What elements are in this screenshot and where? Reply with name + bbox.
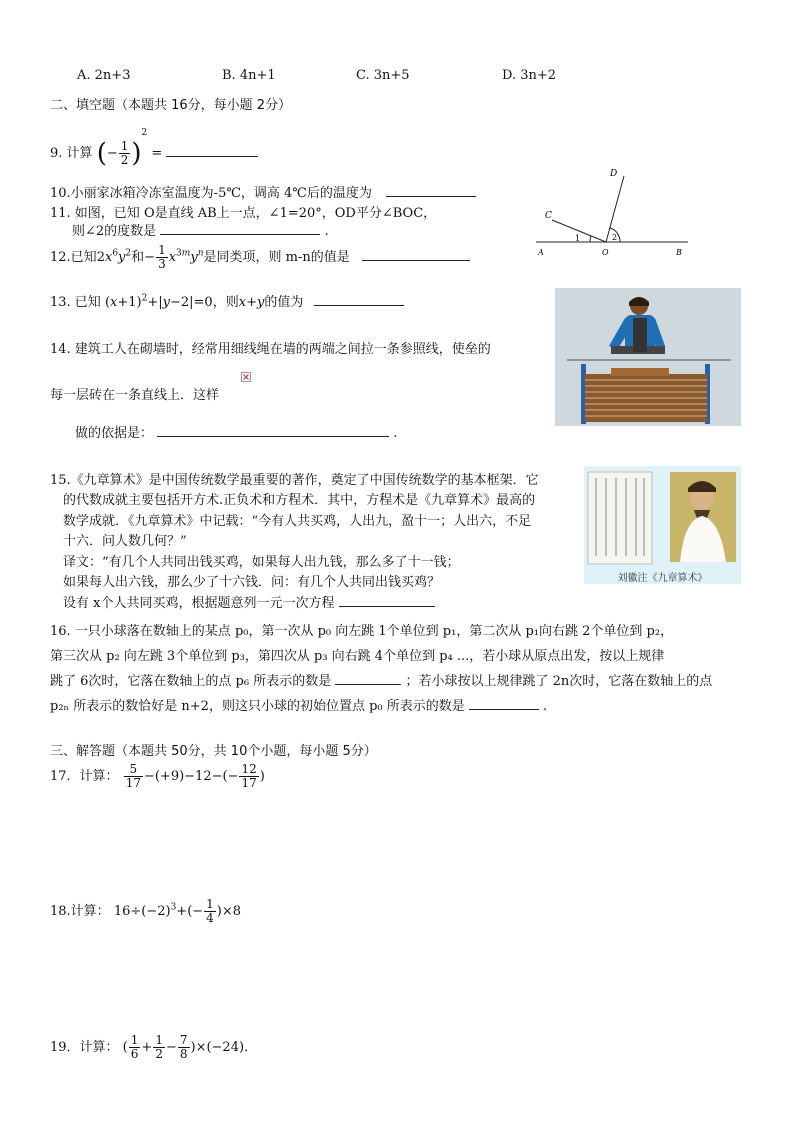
q15-line5: 译文：“有几个人共同出钱买鸡，如果每人出九钱，那么多了十一钱； [63,555,460,570]
q12-and: 和 [131,250,145,265]
q15-answer-blank[interactable] [339,593,435,607]
q14-line3 [75,422,397,441]
q13-tail: 的值为 [264,295,304,310]
q16-answer-blank-1[interactable] [335,671,401,685]
q18: 18.计算： $16\div(-2)^3+(-$ $\frac{1}{4}$ )×8 [50,897,242,925]
q9: 9. 计算 (− $\frac{1}{2}$ )$^2$ = [50,128,258,167]
q15-line1: 15.《九章算术》是中国传统数学最重要的著作，奠定了中国传统数学的基本框架．它 [50,473,539,488]
q10-answer-blank[interactable] [386,183,476,197]
q15-line6: 如果每人出六钱，那么少了十六钱．问：有几个人共同出钱买鸡？ [63,575,441,590]
q12: 12.已知$2x^6y^2$和− $\frac{1}{3}$ $x^{3m}y^n$是同类项，则 m-n的值是 [50,244,470,271]
q16-answer-blank-2[interactable] [469,696,539,710]
section2-title: 二、填空题（本题共 16分，每小题 2分） [50,98,292,113]
q19-prefix: 19．计算： [50,1040,119,1055]
q12-answer-blank[interactable] [362,247,470,261]
q16-line2: 第三次从 p₂ 向左跳 3个单位到 p₃，第四次从 p₃ 向右跳 4个单位到 p₄ ...，若小球从原点出发，按以上规律 [50,649,665,664]
q16-line3a: 跳了 6次时，它落在数轴上的点 p₆ 所表示的数是 [50,674,332,689]
q13-prefix: 13. 已知 [50,295,101,310]
q9-equals: = [151,146,163,161]
q14-line3-text: 做的依据是： [75,426,154,441]
q11-line2 [72,220,329,239]
q15-line7 [63,592,435,611]
label-o: O [602,248,609,257]
q11-line1: 11. 如图，已知 O是直线 AB上一点，∠1=20°，OD平分∠BOC， [50,206,437,221]
q8-option-d: D. 3n+2 [502,68,557,83]
q16-line4a: p₂ₙ 所表示的数恰好是 n+2，则这只小球的初始位置点 p₀ 所表示的数是 [50,699,465,714]
q15-image [584,466,741,584]
q8-option-a: A. 2n+3 [77,68,131,83]
q14-broken-image-icon [241,372,251,382]
q14-end: . [393,426,398,441]
q14-line1: 14. 建筑工人在砌墙时，经常用细线绳在墙的两端之间拉一条参照线，使垒的 [50,342,491,357]
q11-angle-figure [530,162,695,262]
q11-answer-blank[interactable] [160,221,320,235]
q17: 17．计算： $\frac{5}{17}$ −(+9)−12−(− $\frac{12}{17}$ ) [50,762,265,790]
q14-line2-text: 每一层砖在一条直线上．这样 [50,388,220,403]
q13: 13. 已知 $(x+1)^2+|y-2|=0$，则x+y的值为 [50,291,404,310]
q9-label: 9. 计算 [50,146,93,161]
section3-title: 三、解答题（本题共 50分，共 10个小题，每小题 5分） [50,744,377,759]
q16-line3b: ；若小球按以上规律跳了 2n次时，它落在数轴上的点 [405,674,713,689]
q16-line1: 16. 一只小球落在数轴上的某点 p₀，第一次从 p₀ 向左跳 1个单位到 p₁，第二次从 p₁向右跳 2个单位到 p₂， [50,624,674,639]
q12-mid: 是同类项，则 m-n的值是 [203,250,350,265]
label-1: 1 [575,234,581,243]
q15-line7-text: 设有 x个人共同买鸡，根据题意列一元一次方程 [63,596,335,611]
q13-answer-blank[interactable] [314,292,404,306]
q17-prefix: 17．计算： [50,769,119,784]
q12-prefix: 12.已知 [50,250,97,265]
q9-answer-blank[interactable] [166,143,258,157]
q15-line3: 数学成就．《九章算术》中记载：“今有人共买鸡，人出九，盈十一；人出六，不足 [63,514,532,529]
q10 [50,182,476,201]
label-a: A [538,248,544,257]
label-c: C [545,211,552,221]
q11-line2-text: 则∠2的度数是 [72,224,157,239]
q16-line3 [50,670,712,689]
label-2: 2 [612,233,618,242]
q18-prefix: 18.计算： [50,904,110,919]
q16-end: . [543,699,548,714]
q15-image-caption: 刘徽注《九章算术》 [617,573,708,584]
q13-suffix: ，则 [212,295,239,310]
label-b: B [676,248,682,257]
q14-answer-blank[interactable] [157,423,389,437]
angle-1-arc [590,236,591,242]
q8-option-c: C. 3n+5 [356,68,410,83]
q10-text: 10.小丽家冰箱冷冻室温度为-5℃，调高 4℃后的温度为 [50,186,372,201]
label-d: D [610,169,618,179]
q8-option-b: B. 4n+1 [222,68,276,83]
q15-line2: 的代数成就主要包括开方术.正负术和方程术．其中，方程术是《九章算术》最高的 [63,493,536,508]
q15-line4: 十六．问人数几何？” [63,534,187,549]
q11-end: . [324,224,329,239]
q14-bricklayer-image [555,288,741,426]
book-pages-graphic [584,466,741,566]
q16-line4 [50,695,547,714]
q14-line2 [50,384,219,403]
q19: 19．计算： ( $\frac{1}{6}$ + $\frac{1}{2}$ − $\frac{7}{8}$ )×(−24)． [50,1033,258,1061]
